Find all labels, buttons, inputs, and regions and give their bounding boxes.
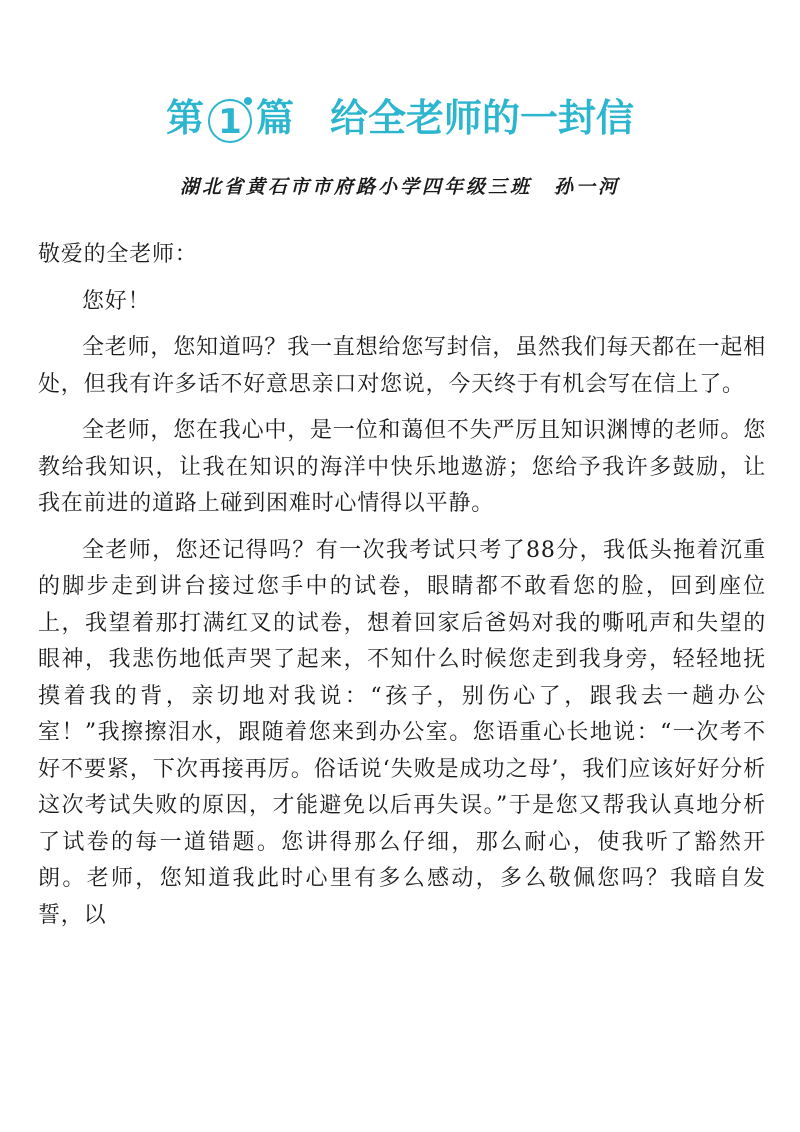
letter-body	[38, 237, 766, 934]
author-school: 湖北省黄石市市府路小学四年级三班	[179, 176, 532, 198]
letter-salutation: 敬爱的全老师：	[38, 242, 198, 267]
title-text: 给全老师的一封信	[330, 96, 635, 140]
page-title	[0, 88, 800, 148]
chapter-number-badge	[208, 99, 252, 143]
title-suffix: 篇	[255, 96, 294, 140]
author-name: 孙一河	[554, 176, 621, 198]
author-byline	[0, 172, 800, 202]
letter-paragraph: 全老师，您还记得吗？有一次我考试只考了88分，我低头拖着沉重的脚步走到讲台接过您手中的试卷，眼睛都不敢看您的脸，回到座位上，我望着那打满红叉的试卷，想着回家后爸妈对我的嘶吼声和失望的眼神，我悲伤地低声哭了起来，不知什么时候您走到我身旁，轻轻地抚摸着我的背，亲切地对我说：“孩子，别伤心了，跟我去一趟办公室！”我擦擦泪水，跟随着您来到办公室。您语重心长地说：“一次考不好不要紧，下次再接再厉。俗话说‘失败是成功之母’，我们应该好好分析这次考试失败的原因，才能避免以后再失误。”于是您又帮我认真地分析了试卷的每一道错题。您讲得那么仔细，那么耐心，使我听了豁然开朗。老师，您知道我此时心里有多么感动，多么敬佩您吗？我暗自发誓，以	[38, 537, 766, 928]
letter-paragraph: 全老师，您在我心中，是一位和蔼但不失严厉且知识渊博的老师。您教给我知识，让我在知识的海洋中快乐地遨游；您给予我许多鼓励，让我在前进的道路上碰到困难时心情得以平静。	[38, 418, 767, 516]
badge-dot-icon	[244, 97, 252, 105]
letter-greeting: 您好！	[82, 288, 151, 314]
letter-paragraph: 全老师，您知道吗？我一直想给您写封信，虽然我们每天都在一起相处，但我有许多话不好意思亲口对您说，今天终于有机会写在信上了。	[38, 335, 767, 397]
chapter-number: 1	[218, 102, 242, 142]
title-prefix: 第	[165, 96, 204, 140]
